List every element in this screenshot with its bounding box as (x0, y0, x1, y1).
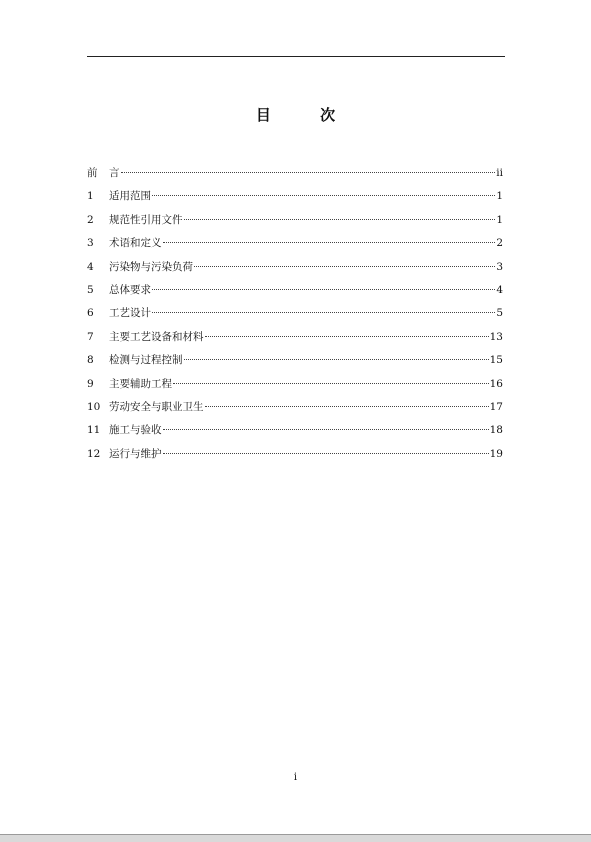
toc-leader-dots (184, 358, 489, 360)
toc-entry[interactable] (87, 162, 503, 185)
toc-entry[interactable] (87, 256, 503, 279)
toc-entry-number: 7 (87, 330, 94, 343)
toc-entry-label: 工艺设计 (109, 307, 151, 320)
toc-entry[interactable] (87, 302, 503, 325)
toc-entry-label: 术语和定义 (109, 237, 162, 250)
toc-entry-number: 4 (87, 260, 94, 273)
toc-entry[interactable] (87, 185, 503, 208)
toc-entry[interactable] (87, 396, 503, 419)
page-number: i (293, 772, 298, 783)
toc-entry-label: 施工与验收 (109, 424, 162, 437)
toc-entry[interactable] (87, 419, 503, 442)
toc-entry[interactable] (87, 443, 503, 466)
toc-entry-page: 17 (489, 400, 503, 413)
toc-entry-label: 运行与维护 (109, 447, 162, 460)
toc-entry-number: 11 (87, 424, 101, 437)
toc-entry-page: 19 (489, 447, 503, 460)
toc-entry-label: 污染物与污染负荷 (109, 260, 193, 273)
toc-leader-dots (184, 218, 496, 220)
toc-entry-number: 8 (87, 354, 94, 367)
toc-leader-dots (121, 171, 496, 173)
toc-entry-page: 15 (489, 354, 503, 367)
toc-entry[interactable] (87, 279, 503, 302)
toc-entry-page: 5 (496, 307, 503, 320)
toc-leader-dots (205, 335, 489, 337)
toc-entry-number: 12 (87, 447, 101, 460)
toc-entry-page: 1 (496, 190, 503, 203)
toc-entry-label: 总体要求 (109, 283, 151, 296)
toc-entry-label: 言 (109, 167, 120, 179)
toc-entry-page: 3 (496, 260, 503, 273)
toc-entry-number: 9 (87, 377, 94, 390)
toc-entry-label: 适用范围 (109, 190, 151, 203)
table-of-contents (87, 162, 503, 466)
toc-entry-page: ii (496, 167, 503, 179)
toc-entry-number: 5 (87, 283, 94, 296)
toc-entry-page: 16 (489, 377, 503, 390)
toc-entry-number: 6 (87, 307, 94, 320)
toc-entry-number: 3 (87, 237, 94, 250)
toc-entry-label: 检测与过程控制 (109, 354, 183, 367)
toc-entry-label: 规范性引用文件 (109, 213, 183, 226)
header-rule (87, 56, 505, 57)
toc-entry-page: 13 (489, 330, 503, 343)
toc-entry-number: 2 (87, 213, 94, 226)
toc-leader-dots (194, 265, 495, 267)
toc-title: 目 次 (255, 106, 358, 124)
toc-entry[interactable] (87, 349, 503, 372)
toc-entry-page: 1 (496, 213, 503, 226)
toc-leader-dots (163, 452, 489, 454)
toc-leader-dots (163, 428, 489, 430)
toc-leader-dots (205, 405, 489, 407)
toc-entry-number: 10 (87, 400, 101, 413)
toc-entry-page: 4 (496, 283, 503, 296)
toc-entry[interactable] (87, 232, 503, 255)
toc-leader-dots (173, 382, 489, 384)
toc-entry-label: 劳动安全与职业卫生 (109, 400, 204, 413)
toc-entry-page: 18 (489, 424, 503, 437)
toc-entry[interactable] (87, 326, 503, 349)
toc-entry-page: 2 (496, 237, 503, 250)
toc-leader-dots (152, 288, 495, 290)
toc-entry[interactable] (87, 373, 503, 396)
toc-entry-number: 前 (87, 167, 98, 179)
toc-entry-number: 1 (87, 190, 94, 203)
toc-leader-dots (152, 311, 495, 313)
toc-leader-dots (163, 241, 496, 243)
toc-entry-label: 主要工艺设备和材料 (109, 330, 204, 343)
toc-leader-dots (152, 194, 495, 196)
toc-entry-label: 主要辅助工程 (109, 377, 172, 390)
toc-entry[interactable] (87, 209, 503, 232)
